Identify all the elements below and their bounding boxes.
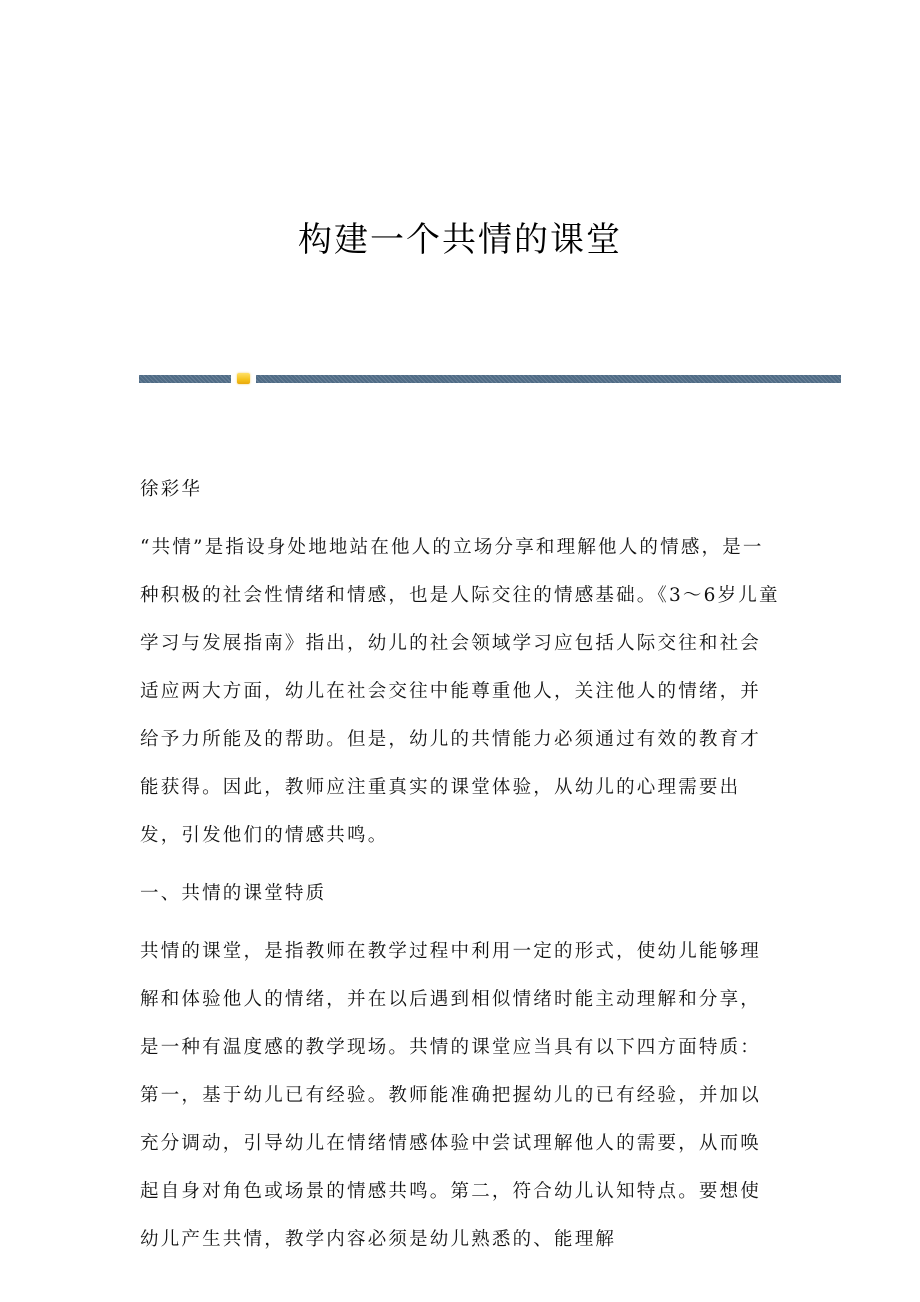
divider-right-bar [256, 375, 841, 383]
document-title: 构建一个共情的课堂 [298, 220, 622, 260]
document-body [140, 466, 780, 1274]
author-name: 徐彩华 [140, 479, 203, 500]
intro-paragraph: “共情”是指设身处地地站在他人的立场分享和理解他人的情感，是一种积极的社会性情绪和情感，也是人际交往的情感基础。《3～6岁儿童学习与发展指南》指出，幼儿的社会领域学习应包括人际交往和社会适应两大方面，幼儿在社会交往中能尊重他人，关注他人的情绪，并给予力所能及的帮助。但是，幼儿的共情能力必须通过有效的教育才能获得。因此，教师应注重真实的课堂体验，从幼儿的心理需要出发，引发他们的情感共鸣。 [140, 537, 780, 846]
section-heading: 一、共情的课堂特质 [140, 883, 327, 904]
divider-left-bar [139, 375, 231, 383]
section-paragraph: 共情的课堂，是指教师在教学过程中利用一定的形式，使幼儿能够理解和体验他人的情绪，并在以后遇到相似情绪时能主动理解和分享，是一种有温度感的教学现场。共情的课堂应当具有以下四方面特质：第一，基于幼儿已有经验。教师能准确把握幼儿的已有经验，并加以充分调动，引导幼儿在情绪情感体验中尝试理解他人的需要，从而唤起自身对角色或场景的情感共鸣。第二，符合幼儿认知特点。要想使幼儿产生共情，教学内容必须是幼儿熟悉的、能理解 [140, 941, 762, 1250]
title-divider [139, 375, 841, 384]
divider-gold-marker-icon [237, 373, 250, 384]
